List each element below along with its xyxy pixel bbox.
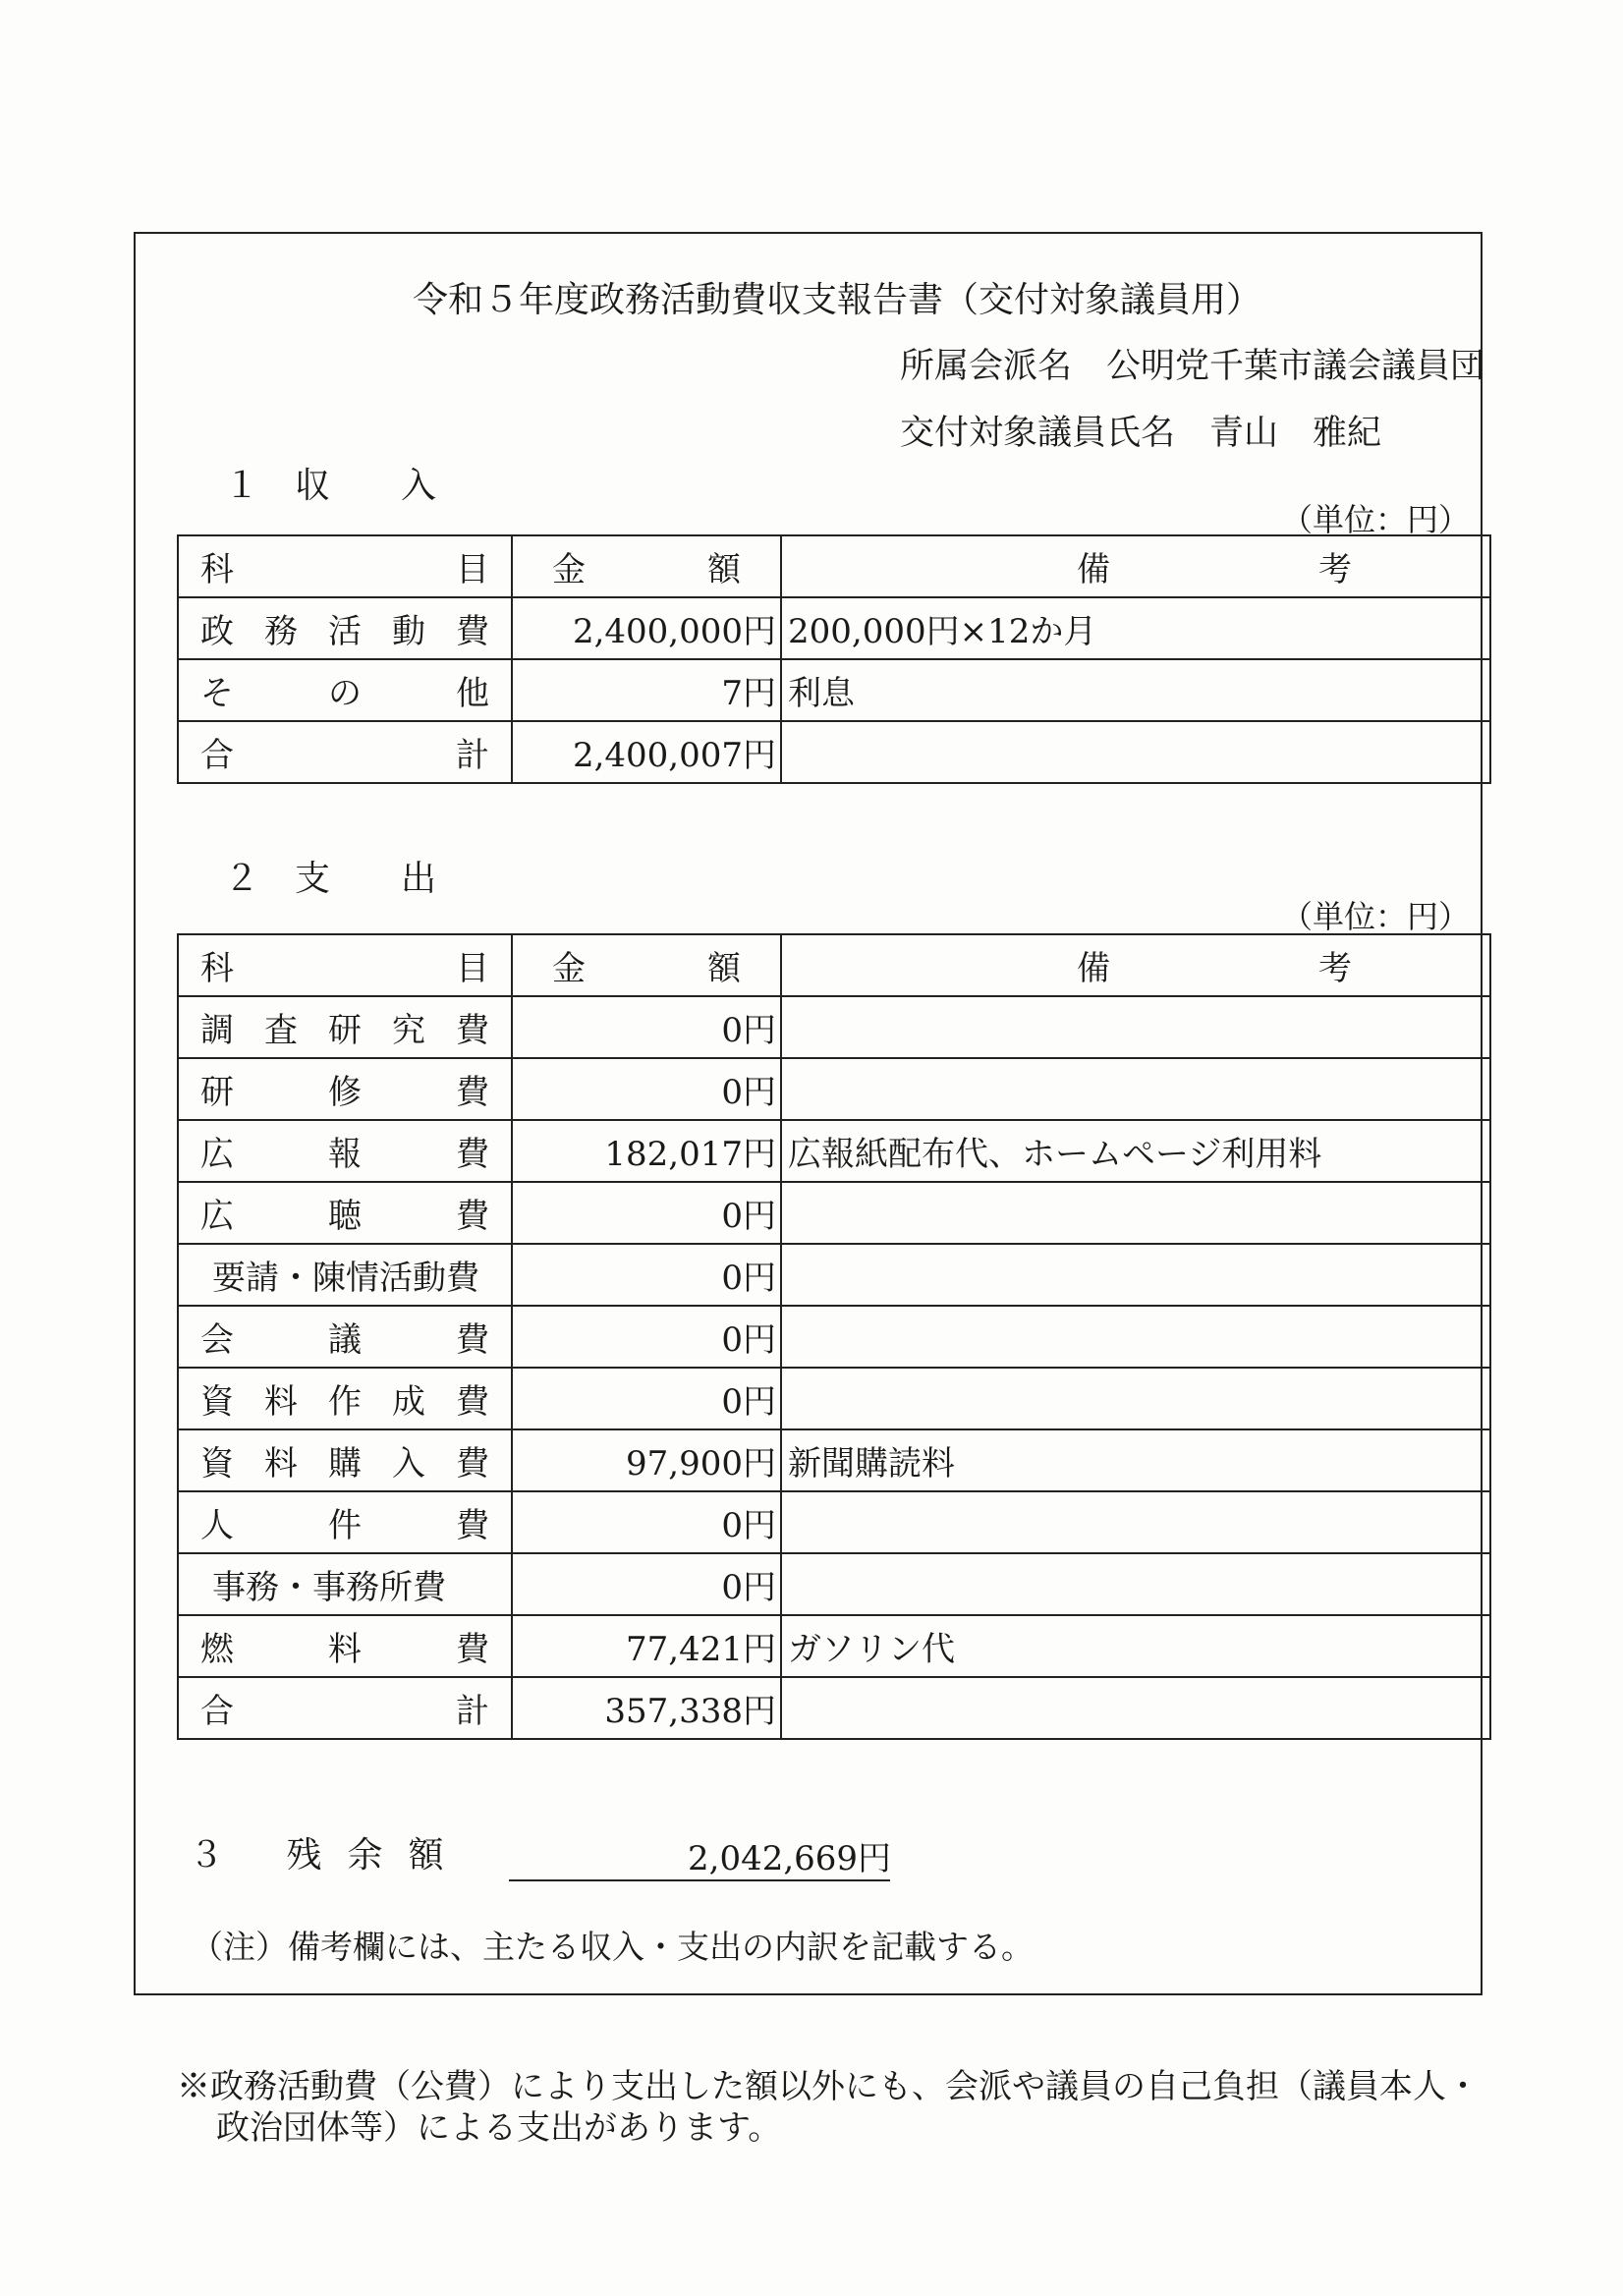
expense-table [177,933,1491,1740]
table-row-total [178,1677,1490,1739]
expense-header-row [178,934,1490,996]
balance-underline [509,1879,890,1881]
table-row [178,1306,1490,1368]
row-category: 広聴費 [178,1182,512,1244]
table-row [178,1120,1490,1182]
table-row [178,659,1490,721]
column-header-category: 科目 [178,535,512,597]
table-row [178,1244,1490,1306]
row-note: 新聞購読料 [781,1429,1490,1491]
row-amount: 2,400,000円 [512,597,781,659]
member-label: 交付対象議員氏名 [900,414,1176,453]
row-category: その他 [178,659,512,721]
row-amount: 182,017円 [512,1120,781,1182]
row-amount: 7円 [512,659,781,721]
table-row [178,1615,1490,1677]
row-category: 合計 [178,721,512,783]
row-category: 事務・事務所費 [178,1553,512,1615]
row-category: 調査研究費 [178,996,512,1058]
row-amount: 2,400,007円 [512,721,781,783]
column-header-note: 備考 [781,535,1490,597]
table-row [178,1368,1490,1429]
row-category: 要請・陳情活動費 [178,1244,512,1306]
row-note [781,996,1490,1058]
column-header-note: 備考 [781,934,1490,996]
table-row [178,1491,1490,1553]
row-note: 200,000円×12か月 [781,597,1490,659]
row-note [781,1491,1490,1553]
row-category: 人件費 [178,1491,512,1553]
balance-value: 2,042,669円 [688,1839,892,1878]
row-category: 合計 [178,1677,512,1739]
row-note [781,1677,1490,1739]
expense-section-title: ２ 支 出 [224,859,437,899]
row-amount: 0円 [512,1306,781,1368]
row-amount: 357,338円 [512,1677,781,1739]
annotation-note: （注）備考欄には、主たる収入・支出の内訳を記載する。 [191,1928,1034,1966]
table-row [178,1058,1490,1120]
income-header-row [178,535,1490,597]
row-note: 広報紙配布代、ホームページ利用料 [781,1120,1490,1182]
table-row [178,1182,1490,1244]
row-note [781,1058,1490,1120]
column-header-amount: 金額 [512,934,781,996]
table-row-total [178,721,1490,783]
faction-value: 公明党千葉市議会議員団 [1106,347,1485,386]
row-category: 広報費 [178,1120,512,1182]
row-category: 資料購入費 [178,1429,512,1491]
report-title: 令和５年度政務活動費収支報告書（交付対象議員用） [413,280,1262,320]
member-value: 青山 雅紀 [1209,414,1382,453]
row-note [781,1182,1490,1244]
row-category: 会議費 [178,1306,512,1368]
income-section-title: １ 収 入 [224,466,437,506]
row-amount: 0円 [512,1244,781,1306]
row-note [781,1368,1490,1429]
row-category: 政務活動費 [178,597,512,659]
row-note [781,1306,1490,1368]
column-header-category: 科目 [178,934,512,996]
row-category: 燃料費 [178,1615,512,1677]
row-note: 利息 [781,659,1490,721]
row-amount: 77,421円 [512,1615,781,1677]
expense-unit: （単位：円） [1281,898,1471,935]
table-row [178,1429,1490,1491]
income-table [177,534,1491,784]
row-note [781,1244,1490,1306]
row-amount: 97,900円 [512,1429,781,1491]
footnote-line-1: ※政務活動費（公費）により支出した額以外にも、会派や議員の自己負担（議員本人・ [177,2067,1480,2106]
faction-line [900,339,1484,388]
row-amount: 0円 [512,1491,781,1553]
row-amount: 0円 [512,996,781,1058]
row-note: ガソリン代 [781,1615,1490,1677]
income-unit: （単位：円） [1281,501,1471,538]
balance-label: ３ 残余額 [189,1835,470,1876]
table-row [178,996,1490,1058]
row-amount: 0円 [512,1553,781,1615]
row-amount: 0円 [512,1182,781,1244]
table-row [178,597,1490,659]
column-header-amount: 金額 [512,535,781,597]
row-amount: 0円 [512,1368,781,1429]
table-row [178,1553,1490,1615]
row-amount: 0円 [512,1058,781,1120]
faction-label: 所属会派名 [900,347,1073,386]
row-category: 資料作成費 [178,1368,512,1429]
footnote-line-2: 政治団体等）による支出があります。 [216,2108,782,2148]
member-line [900,406,1381,455]
row-note [781,1553,1490,1615]
row-category: 研修費 [178,1058,512,1120]
row-note [781,721,1490,783]
